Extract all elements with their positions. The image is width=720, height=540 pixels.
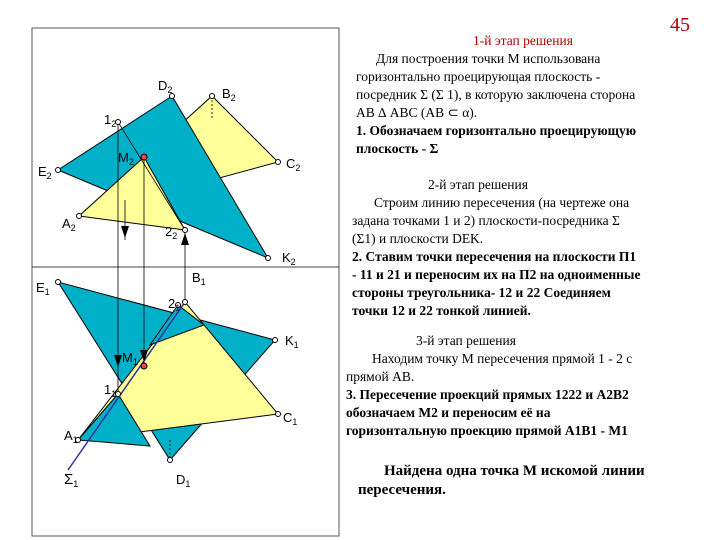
label-sigma1: $\Sigma_1$ xyxy=(64,471,79,489)
label-m1: $M_1$ xyxy=(122,350,138,367)
label-c2: $C_2$ xyxy=(286,156,301,173)
point-1-2 xyxy=(116,120,121,125)
label-1-2: $1_2$ xyxy=(104,112,117,129)
label-a2: $A_2$ xyxy=(62,216,76,233)
label-k2: $K_2$ xyxy=(282,250,296,267)
label-e1: $E_1$ xyxy=(36,280,50,297)
stage2-title: 2-й этап решения xyxy=(428,177,528,192)
conclusion-line-2: пересечения. xyxy=(358,482,446,498)
label-b2: $B_2$ xyxy=(222,86,236,103)
label-d2: $D_2$ xyxy=(158,78,173,95)
stage2-line-4: 2. Ставим точки пересечения на плоскости П1 xyxy=(352,249,637,264)
stage3-line-1: Находим точку М пересечения прямой 1 - 2 с xyxy=(372,351,633,366)
arrow-a-down xyxy=(121,226,129,238)
stage1-line-4: АВ ∆ АВС (АВ ⊂ α). xyxy=(356,105,478,120)
stage1-title: 1-й этап решения xyxy=(473,33,573,48)
stage1-line-2: горизонтально проецирующая плоскость - xyxy=(356,69,601,84)
drawing-frame xyxy=(32,28,339,536)
stage2-line-5: - 11 и 21 и переносим их на П2 на одноименные xyxy=(352,267,641,282)
stage2-line-7: точки 12 и 22 тонкой линией. xyxy=(352,303,531,318)
label-1-1: $1_1$ xyxy=(104,382,117,399)
point-k1 xyxy=(273,338,278,343)
stage1-line-6: плоскость - Σ xyxy=(356,141,439,156)
point-b1 xyxy=(183,300,188,305)
stage2-line-3: (Σ1) и плоскости DEK. xyxy=(352,231,484,246)
point-a2 xyxy=(77,214,82,219)
stage2-line-1: Строим линию пересечения (на чертеже она xyxy=(374,195,630,210)
point-e2 xyxy=(56,168,61,173)
point-m2 xyxy=(141,154,147,160)
label-d1: $D_1$ xyxy=(176,472,191,489)
stage1-line-3: посредник Σ (Σ 1), в которую заключена сторона xyxy=(356,87,636,102)
label-k1: $K_1$ xyxy=(285,333,299,350)
arrow-2-up xyxy=(181,233,189,245)
point-c1 xyxy=(276,412,281,417)
label-e2: $E_2$ xyxy=(38,164,52,181)
point-b2 xyxy=(210,94,215,99)
stage3-line-3: 3. Пересечение проекций прямых 1222 и А2В2 xyxy=(346,387,629,402)
point-e1 xyxy=(56,280,61,285)
stage3-line-2: прямой АВ. xyxy=(346,369,415,384)
label-m2: $M_2$ xyxy=(118,150,134,167)
label-2-1: $2_1$ xyxy=(168,296,181,313)
stage2-line-6: стороны треугольника- 12 и 22 Соединяем xyxy=(352,285,611,300)
label-2-2: $2_2$ xyxy=(165,224,178,241)
conclusion-line-1: Найдена одна точка М искомой линии xyxy=(384,463,645,479)
point-k2 xyxy=(266,256,271,261)
stage2-line-2: задана точками 1 и 2) плоскости-посредника Σ xyxy=(352,213,620,228)
point-2-2 xyxy=(183,228,188,233)
stage3-line-5: горизонтальную проекцию прямой А1В1 - М1 xyxy=(346,423,628,438)
stage1-line-5: 1. Обозначаем горизонтально проецирующую xyxy=(356,123,637,138)
point-d1 xyxy=(168,458,173,463)
page-number: 45 xyxy=(670,14,690,36)
label-b1: $B_1$ xyxy=(192,270,206,287)
label-a1: $A_1$ xyxy=(64,428,78,445)
point-1-1 xyxy=(116,392,121,397)
stage1-line-1: Для построения точки М использована xyxy=(376,51,601,66)
stage3-line-4: обозначаем М2 и переносим её на xyxy=(346,405,551,420)
label-c1: $C_1$ xyxy=(283,410,298,427)
stage3-title: 3-й этап решения xyxy=(416,333,516,348)
point-c2 xyxy=(276,160,281,165)
point-m1 xyxy=(141,363,147,369)
